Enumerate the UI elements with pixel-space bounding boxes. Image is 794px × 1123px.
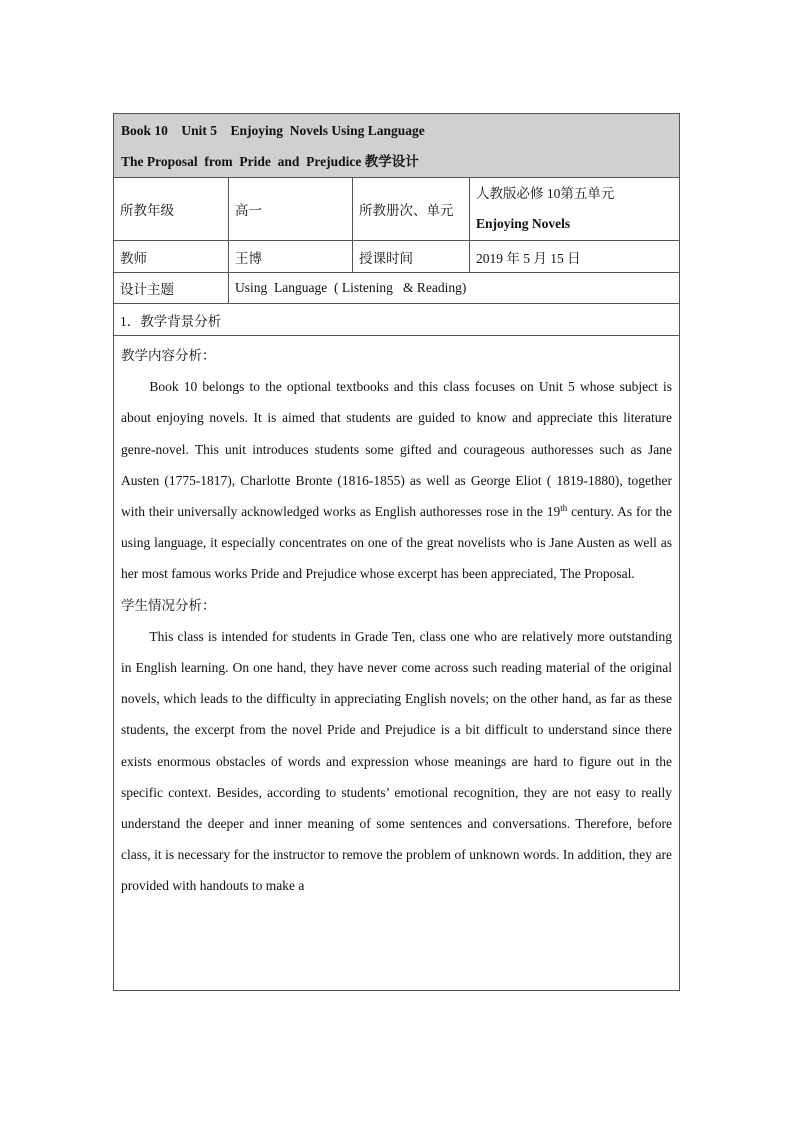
unit-value-line-2: Enjoying Novels xyxy=(476,216,571,231)
unit-value xyxy=(470,178,679,240)
grade-value: 高一 xyxy=(229,178,353,240)
theme-value: Using Language ( Listening & Reading) xyxy=(235,280,467,295)
grade-label: 所教年级 xyxy=(114,178,229,240)
lesson-plan-table xyxy=(113,113,680,991)
student-analysis-heading: 学生情况分析： xyxy=(121,597,216,613)
teacher-row xyxy=(114,241,679,273)
theme-row xyxy=(114,273,679,304)
content-analysis-paragraph xyxy=(121,371,672,589)
title-line-1: Book 10 Unit 5 Enjoying Novels Using Language xyxy=(121,122,425,138)
unit-label: 所教册次、单元 xyxy=(353,178,470,240)
theme-label: 设计主题 xyxy=(114,273,229,303)
time-value: 2019 年 5 月 15 日 xyxy=(476,250,581,266)
content-text-b: century. As for the using language, it especially concentrates on one of the great novelists who is Jane Austen as well as her most famous works Pride and Prejudice whose excerpt has been appreciated, The Proposal. xyxy=(121,504,672,582)
grade-row xyxy=(114,178,679,241)
time-label: 授课时间 xyxy=(353,241,470,272)
superscript-th: th xyxy=(560,503,568,514)
teacher-label: 教师 xyxy=(114,241,229,272)
content-text-a: Book 10 belongs to the optional textbooks and this class focuses on Unit 5 whose subject is about enjoying novels. It is aimed that students are guided to know and appreciate this literature genre-novel. This unit introduces students some gifted and courageous authoresses such as Jane Austen (1775-1817), Charlotte Bronte (1816-1855) as well as George Eliot ( 1819-1880), together with their universally acknowledged works as English authoresses rose in the 19 xyxy=(121,379,672,520)
teacher-value: 王博 xyxy=(229,241,353,272)
title-block xyxy=(114,114,679,178)
content-analysis-heading: 教学内容分析： xyxy=(121,348,216,363)
section-heading: 1．教学背景分析 xyxy=(120,313,222,329)
section-body xyxy=(114,336,679,902)
unit-value-line-1: 人教版必修 10第五单元 xyxy=(476,186,615,201)
student-analysis-paragraph: This class is intended for students in Grade Ten, class one who are relatively more outstanding in English learning. On one hand, they have never come across such reading material of the original novels, which leads to the difficulty in appreciating English novels; on the other hand, as far as these students, the excerpt from the novel Pride and Prejudice is a bit difficult to understand since there exists enormous obstacles of words and expression whose meanings are hard to figure out in the specific context. Besides, according to students’ emotional recognition, they are not easy to really understand the deeper and inner meaning of some sentences and conversations. Therefore, before class, it is necessary for the instructor to remove the problem of unknown words. In addition, they are provided with handouts to make a xyxy=(121,628,672,894)
section-heading-row xyxy=(114,304,679,336)
title-line-2: The Proposal from Pride and Prejudice 教学设计 xyxy=(121,153,419,169)
